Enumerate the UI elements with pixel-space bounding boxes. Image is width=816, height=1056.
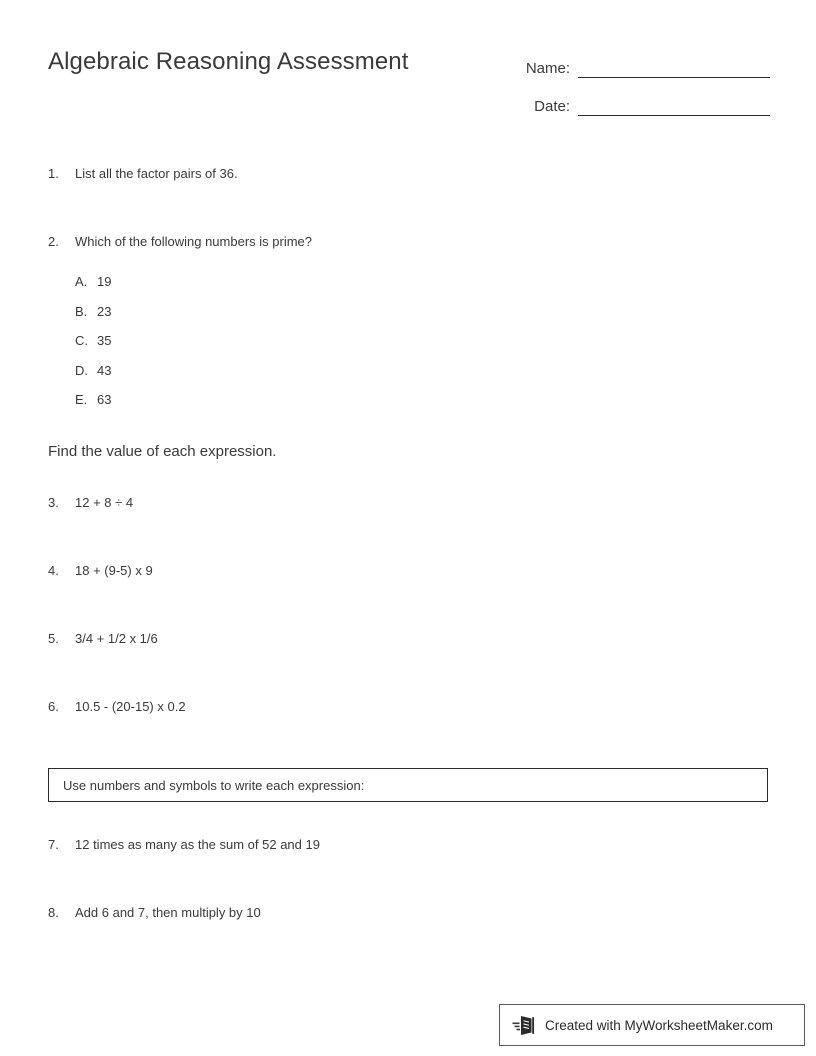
question-text: Add 6 and 7, then multiply by 10: [75, 905, 261, 920]
choice-option-c[interactable]: [75, 332, 375, 362]
question-number: 3.: [48, 495, 59, 510]
multiple-choice-list: [75, 273, 375, 421]
question-text: 12 times as many as the sum of 52 and 19: [75, 837, 320, 852]
choice-letter: A.: [75, 274, 88, 289]
created-with-badge[interactable]: [499, 1004, 805, 1046]
name-field-input[interactable]: [578, 60, 770, 78]
question-5: [48, 630, 768, 647]
question-4: [48, 562, 768, 579]
choice-letter: B.: [75, 303, 88, 319]
page-title: Algebraic Reasoning Assessment: [48, 48, 409, 75]
question-number: 5.: [48, 631, 59, 646]
question-7: [48, 836, 768, 853]
choice-value: 19: [97, 274, 112, 289]
badge-label: Created with MyWorksheetMaker.com: [545, 1017, 773, 1033]
choice-letter: D.: [75, 362, 88, 378]
choice-value: 63: [97, 392, 112, 407]
choice-option-e[interactable]: [75, 391, 375, 421]
choice-value: 43: [97, 362, 112, 378]
instruction-box: [48, 768, 768, 802]
question-3: [48, 494, 768, 511]
choice-value: 23: [97, 303, 112, 319]
question-8: [48, 904, 768, 921]
section-heading: Find the value of each expression.: [48, 443, 277, 460]
worksheet-header: [0, 0, 816, 130]
worksheet-maker-logo-icon: [512, 1012, 538, 1038]
choice-option-a[interactable]: [75, 273, 375, 303]
choice-value: 35: [97, 333, 112, 348]
name-field-row: [470, 50, 770, 78]
question-2: [48, 233, 768, 250]
question-text: List all the factor pairs of 36.: [75, 166, 238, 181]
question-number: 1.: [48, 166, 59, 181]
question-text: Which of the following numbers is prime?: [75, 234, 312, 249]
choice-option-b[interactable]: [75, 303, 375, 333]
choice-option-d[interactable]: [75, 362, 375, 392]
date-field-row: [470, 88, 770, 116]
question-number: 8.: [48, 905, 59, 920]
question-text: 3/4 + 1/2 x 1/6: [75, 631, 158, 646]
question-number: 6.: [48, 699, 59, 714]
name-field-label: Name:: [525, 60, 570, 77]
question-text: 18 + (9-5) x 9: [75, 563, 153, 578]
question-1: [48, 165, 768, 182]
question-number: 4.: [48, 563, 59, 578]
date-field-label: Date:: [534, 98, 570, 115]
question-text: 12 + 8 ÷ 4: [75, 495, 134, 510]
question-6: [48, 698, 768, 715]
question-number: 7.: [48, 837, 59, 852]
instruction-text: Use numbers and symbols to write each expression:: [63, 777, 365, 793]
question-text: 10.5 - (20-15) x 0.2: [75, 699, 186, 714]
choice-letter: E.: [75, 392, 88, 407]
choice-letter: C.: [75, 333, 88, 348]
date-field-input[interactable]: [578, 98, 770, 116]
question-number: 2.: [48, 234, 59, 249]
